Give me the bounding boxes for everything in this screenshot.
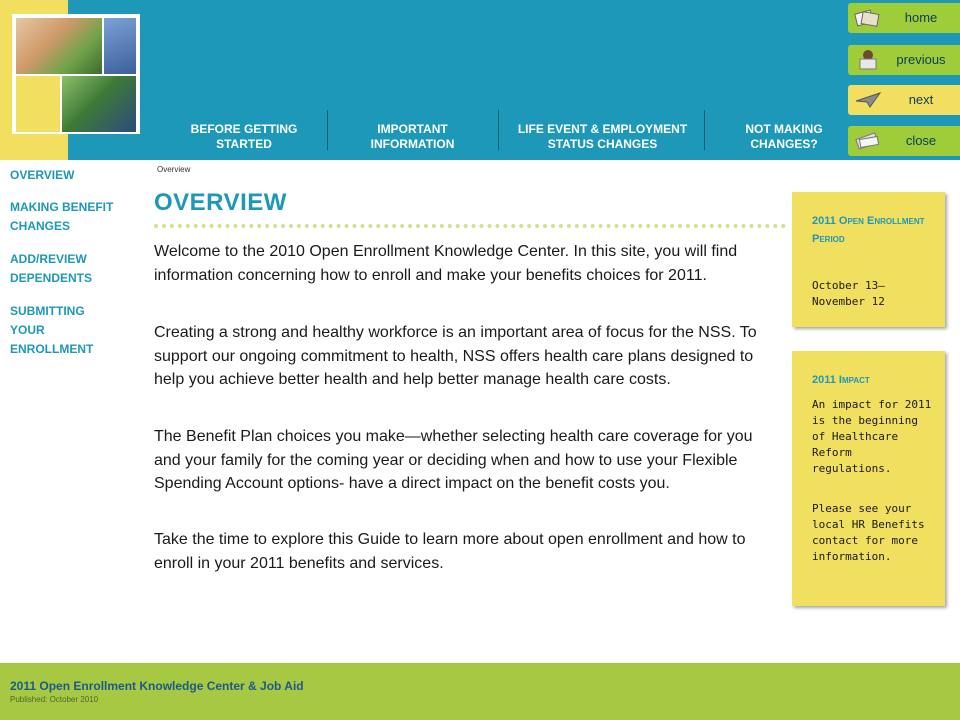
enrollment-period-dates: October 13—November 12 bbox=[812, 279, 885, 308]
page-title: OVERVIEW bbox=[154, 189, 287, 216]
title-divider bbox=[154, 224, 786, 228]
photo-couple-jogging bbox=[62, 76, 136, 132]
impact-heading: 2011 Impact bbox=[812, 374, 870, 386]
enrollment-period-callout bbox=[792, 192, 945, 327]
leftnav-item-submitting-your-enrollment[interactable]: SUBMITTING YOUR ENROLLMENT bbox=[10, 304, 94, 356]
leftnav-item-making-benefit-changes[interactable]: MAKING BENEFIT CHANGES bbox=[10, 200, 114, 233]
next-label: next bbox=[908, 92, 934, 107]
photo-girl-eating-salad bbox=[16, 18, 102, 74]
previous-label: previous bbox=[896, 52, 946, 67]
tab-divider bbox=[704, 110, 705, 150]
tab-divider bbox=[498, 110, 499, 150]
leftnav-item-add-review-dependents[interactable]: ADD/REVIEW DEPENDENTS bbox=[10, 252, 93, 285]
paper-plane-icon bbox=[854, 89, 882, 111]
close-button[interactable] bbox=[848, 126, 960, 156]
close-label: close bbox=[905, 133, 937, 148]
tab-divider bbox=[327, 110, 328, 150]
tab-not-making-changes[interactable]: NOT MAKING CHANGES? bbox=[745, 122, 823, 151]
footer-published-date: Published: October 2010 bbox=[10, 695, 99, 704]
tab-before-getting-started[interactable]: BEFORE GETTING STARTED bbox=[190, 122, 298, 151]
tab-life-event-status-changes[interactable]: LIFE EVENT & EMPLOYMENT STATUS CHANGES bbox=[517, 122, 688, 151]
photo-yellow-tile bbox=[16, 76, 60, 132]
previous-button[interactable] bbox=[848, 45, 960, 75]
intro-paragraph: Welcome to the 2010 Open Enrollment Knowledge Center. In this site, you will find information concerning how to enroll and make your benefits choices for 2011. bbox=[154, 243, 738, 284]
benefit-plan-paragraph: The Benefit Plan choices you make—whether selecting health care coverage for you and your family for the coming year or deciding when and how to use your Flexible Spending Account options- have a direct impact on the benefit costs you. bbox=[154, 428, 753, 492]
tab-important-information[interactable]: IMPORTANT INFORMATION bbox=[370, 122, 455, 151]
home-button[interactable] bbox=[848, 3, 960, 33]
explore-guide-paragraph: Take the time to explore this Guide to learn more about open enrollment and how to enroll in your 2011 benefits and services. bbox=[154, 531, 746, 572]
person-reading-icon bbox=[854, 49, 882, 71]
workforce-paragraph: Creating a strong and healthy workforce is an important area of focus for the NSS. To support our ongoing commitment to health, NSS offers health care plans designed to help you achieve better health and help better manage health care costs. bbox=[154, 324, 757, 388]
impact-callout bbox=[792, 351, 945, 606]
photo-blueberries bbox=[104, 18, 136, 74]
leftnav-item-overview[interactable]: OVERVIEW bbox=[10, 168, 75, 182]
home-label: home bbox=[904, 10, 938, 25]
impact-contact-text: Please see your local HR Benefits contact for more information. bbox=[812, 502, 925, 563]
magazines-icon bbox=[854, 7, 882, 29]
footer-title: 2011 Open Enrollment Knowledge Center & Job Aid bbox=[10, 679, 304, 693]
breadcrumb: Overview bbox=[157, 165, 191, 174]
enrollment-period-heading: 2011 Open Enrollment Period bbox=[812, 215, 925, 245]
impact-text: An impact for 2011 is the beginning of Healthcare Reform regulations. bbox=[812, 398, 932, 475]
stacked-papers-icon bbox=[854, 130, 882, 152]
next-button[interactable] bbox=[848, 85, 960, 115]
